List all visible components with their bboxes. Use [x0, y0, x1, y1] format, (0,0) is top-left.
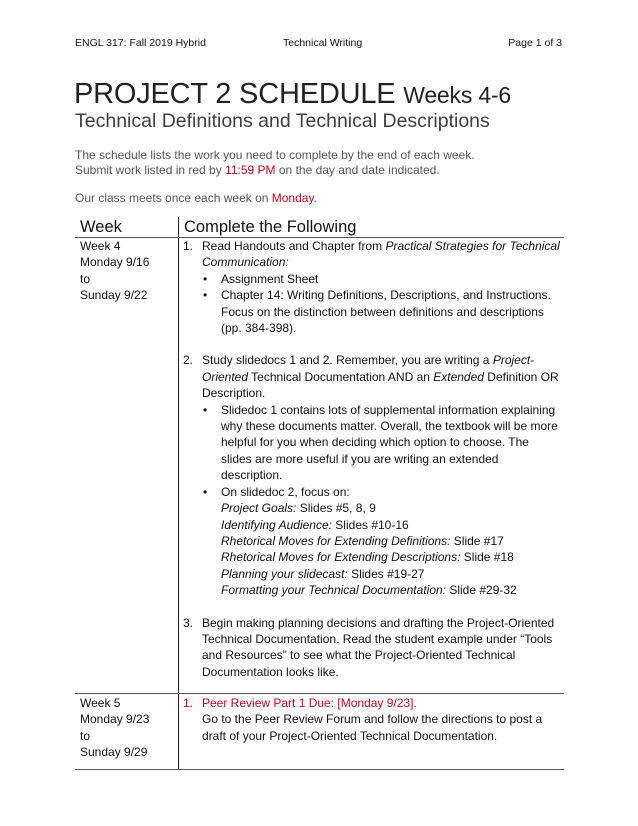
task-item-1: [183, 695, 563, 744]
task-italic: Project-: [492, 353, 535, 368]
task-line: [202, 238, 563, 254]
task-text: Definition OR: [483, 369, 559, 384]
bullet-icon: •: [203, 288, 208, 303]
title-weeks: Weeks 4-6: [403, 82, 511, 108]
bullet-icon: •: [203, 271, 208, 286]
slide-ref: [221, 566, 563, 582]
bullet-text: Focus on the distinction between definitions and descriptions: [221, 304, 544, 319]
task-line: draft of your Project-Oriented Technical Documentation.: [202, 728, 498, 743]
page-number: Page 1 of 3: [508, 37, 562, 49]
task-text: Technical Documentation AND an: [248, 369, 434, 384]
task-number: 3.: [183, 615, 194, 630]
week-end: Sunday 9/22: [80, 287, 148, 302]
week-start: Monday 9/23: [80, 712, 150, 727]
bullet-item: [183, 484, 563, 599]
page-subtitle: Technical Definitions and Technical Descriptions: [75, 110, 490, 132]
slide-ref: [221, 549, 563, 565]
week-to: to: [80, 728, 91, 743]
bullet-text: Slidedoc 1 contains lots of supplemental information explaining: [221, 402, 556, 417]
slide-ref: [221, 517, 563, 533]
bullet-text: helpful for you when deciding which option to choose. The: [221, 435, 529, 450]
task-line: Description.: [202, 386, 266, 401]
week-4-tasks: [183, 238, 563, 680]
header-center-label: Technical Writing: [283, 37, 363, 49]
task-line: Begin making planning decisions and drafting the Project-Oriented: [202, 615, 555, 630]
row-divider: [75, 693, 564, 694]
task-line: Technical Documentation. Read the student example under “Tools: [202, 631, 553, 646]
task-number: 2.: [183, 353, 194, 368]
task-number: 1.: [183, 696, 194, 710]
slide-numbers: Slides #10-16: [331, 517, 409, 532]
bullet-text: slides are more useful if you are writing an extended: [221, 451, 499, 466]
intro-line-2-post: on the day and date indicated.: [275, 163, 440, 177]
slide-topic: Rhetorical Moves for Extending Descriptions:: [221, 550, 461, 565]
schedule-table: [75, 217, 564, 770]
course-label: ENGL 317: Fall 2019 Hybrid: [75, 37, 206, 49]
slide-topic: Rhetorical Moves for Extending Definitions:: [221, 533, 451, 548]
table-bottom-rule: [75, 769, 564, 770]
slide-numbers: Slide #18: [460, 550, 514, 565]
task-line: Go to the Peer Review Forum and follow the directions to post a: [202, 712, 543, 727]
column-divider: [178, 217, 179, 770]
intro-line-3-post: .: [313, 191, 317, 205]
page-header: [75, 37, 562, 51]
column-header-week: Week: [80, 218, 122, 236]
slide-ref: [221, 500, 563, 516]
task-italic: Oriented: [202, 369, 249, 384]
page-title: [74, 78, 511, 111]
task-line: [202, 254, 563, 270]
bullet-item: [183, 402, 563, 484]
slide-numbers: Slides #5, 8, 9: [296, 501, 376, 516]
column-header-complete: Complete the Following: [184, 218, 357, 236]
task-line: and Resources” to see what the Project-Oriented Technical: [202, 648, 516, 663]
task-italic: Extended: [433, 369, 484, 384]
bullet-icon: •: [203, 484, 208, 499]
deadline-time: 11:59 PM: [225, 163, 276, 177]
bullet-text: Assignment Sheet: [221, 271, 319, 286]
task-number: 1.: [183, 239, 194, 253]
week-to: to: [80, 271, 91, 286]
task-text: Study slidedocs 1 and 2. Remember, you are writing a: [202, 353, 493, 368]
slide-numbers: Slide #17: [450, 533, 504, 548]
task-item-3: [183, 615, 563, 681]
bullet-item: [183, 271, 563, 287]
task-item-2: [183, 352, 563, 401]
week-start: Monday 9/16: [80, 255, 150, 270]
week-label: Week 5: [80, 696, 121, 710]
intro-line-2: [75, 163, 440, 177]
slide-topic: Identifying Audience:: [221, 517, 332, 532]
intro-line-3: [75, 191, 317, 205]
week-end: Sunday 9/29: [80, 744, 148, 759]
bullet-text: Chapter 14: Writing Definitions, Descriptions, and Instructions.: [221, 288, 551, 303]
book-title: Practical Strategies for Technical: [385, 239, 560, 253]
task-line: [202, 352, 563, 368]
week-5-tasks: [183, 695, 563, 744]
slide-topic: Planning your slidecast:: [221, 566, 348, 581]
bullet-item: [183, 287, 563, 336]
week-label: Week 4: [80, 239, 121, 253]
bullet-text: (pp. 384-398).: [221, 321, 297, 336]
task-line: [202, 369, 563, 385]
task-text: Read Handouts and Chapter from: [202, 239, 386, 253]
slide-topic: Project Goals:: [221, 501, 297, 516]
class-day: Monday: [271, 191, 314, 205]
peer-review-deadline: Peer Review Part 1 Due: [Monday 9/23].: [202, 696, 417, 710]
task-line: Documentation looks like.: [202, 664, 339, 679]
bullet-text: why these documents matter. Overall, the textbook will be more: [221, 419, 558, 434]
title-main: PROJECT 2 SCHEDULE: [74, 78, 396, 110]
intro-line-1: The schedule lists the work you need to complete by the end of each week.: [75, 148, 475, 162]
slide-numbers: Slides #19-27: [347, 566, 425, 581]
bullet-text: On slidedoc 2, focus on:: [221, 484, 350, 499]
book-title-cont: Communication:: [202, 255, 289, 270]
intro-line-3-pre: Our class meets once each week on: [75, 191, 272, 205]
task-item-1: [183, 238, 563, 271]
week-5-cell: [80, 695, 149, 760]
slide-numbers: Slide #29-32: [446, 583, 517, 598]
bullet-text: description.: [221, 468, 283, 483]
slide-ref: [221, 582, 563, 598]
slide-ref: [221, 533, 563, 549]
slide-topic: Formatting your Technical Documentation:: [221, 583, 446, 598]
week-4-cell: [80, 238, 149, 303]
bullet-icon: •: [203, 402, 208, 417]
intro-line-2-pre: Submit work listed in red by: [75, 163, 226, 177]
